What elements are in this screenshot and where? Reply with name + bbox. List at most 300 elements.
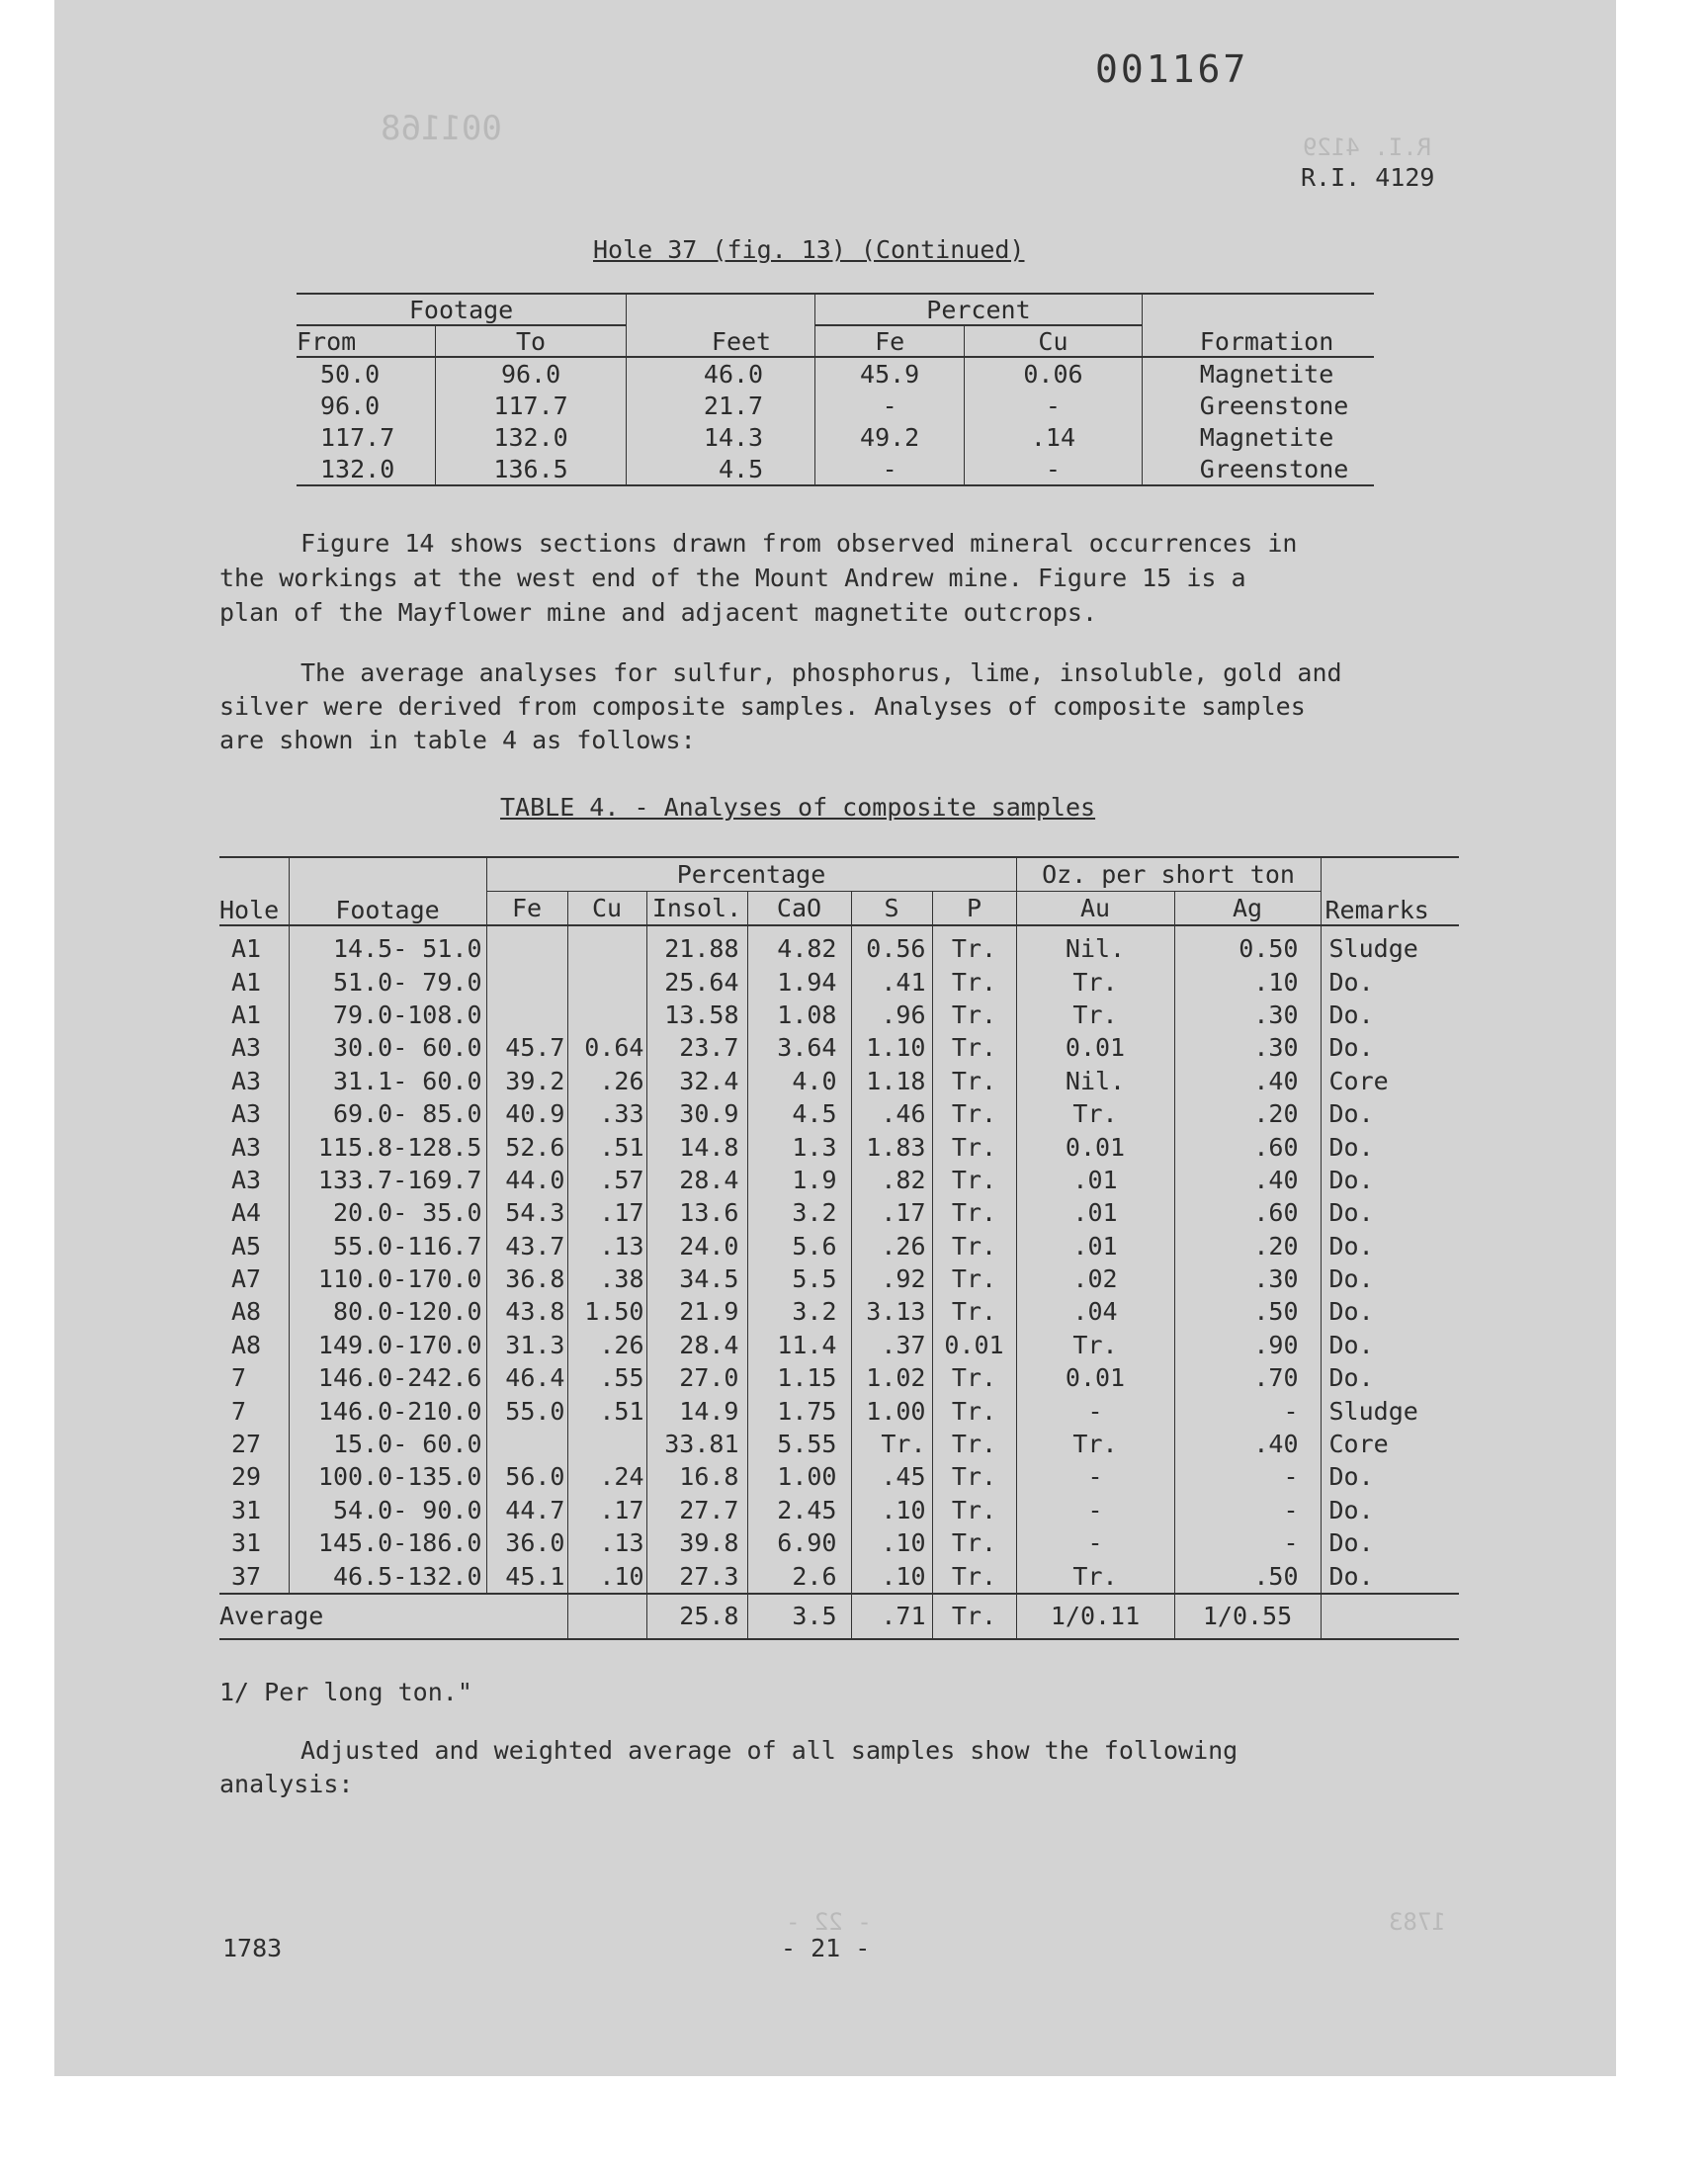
hole-to-cell: 132.0: [436, 421, 627, 453]
cao-cell: 1.75: [747, 1394, 851, 1427]
ghost-page-number: - 22 -: [786, 1908, 872, 1936]
analysis-table-row: [219, 1329, 1459, 1361]
paragraph-3-line: analysis:: [219, 1770, 354, 1798]
fe-cell: 44.0: [486, 1164, 567, 1196]
p-cell: Tr.: [932, 1065, 1016, 1097]
au-cell: 0.01: [1016, 1130, 1174, 1163]
insol-cell: 23.7: [646, 1031, 747, 1064]
hole-fe-cell: -: [815, 390, 965, 421]
paragraph-2: [219, 656, 1342, 757]
au-cell: Tr.: [1016, 1329, 1174, 1361]
fe-cell: 43.8: [486, 1295, 567, 1328]
s-cell: .92: [851, 1262, 932, 1295]
footage-cell: 110.0-170.0: [289, 1262, 486, 1295]
fe-header: Fe: [486, 892, 567, 926]
hole-table-row: [297, 357, 1374, 390]
p-cell: Tr.: [932, 1428, 1016, 1460]
hole-from-cell: 96.0: [297, 390, 436, 421]
cu-cell: 0.64: [567, 1031, 646, 1064]
hole-feet-cell: 21.7: [627, 390, 815, 421]
analysis-table-row: [219, 1230, 1459, 1262]
s-cell: 1.83: [851, 1130, 932, 1163]
hole-to-cell: 96.0: [436, 357, 627, 390]
footage-cell: 133.7-169.7: [289, 1164, 486, 1196]
table-4-title: TABLE 4. - Analyses of composite samples: [500, 793, 1096, 822]
analysis-table-row: [219, 1295, 1459, 1328]
paragraph-3-line: Adjusted and weighted average of all samples show the following: [300, 1736, 1238, 1765]
hole-from-cell: 50.0: [297, 357, 436, 390]
hole-cell: A7: [219, 1262, 289, 1295]
fe-cell: 52.6: [486, 1130, 567, 1163]
analysis-table-row: [219, 1559, 1459, 1593]
analysis-table-row: [219, 1262, 1459, 1295]
footage-cell: 146.0-242.6: [289, 1361, 486, 1394]
hole-from-cell: 132.0: [297, 453, 436, 485]
analysis-table-row: [219, 1130, 1459, 1163]
cao-cell: 1.08: [747, 999, 851, 1031]
average-fe: [486, 1594, 567, 1639]
cu-cell: .55: [567, 1361, 646, 1394]
remarks-cell: Do.: [1328, 1297, 1374, 1327]
ag-cell: .50: [1174, 1295, 1321, 1328]
fe-header: Fe: [815, 325, 965, 357]
remarks-cell: Do.: [1328, 1330, 1374, 1359]
remarks-cell: Core: [1328, 1430, 1389, 1459]
insol-cell: 27.7: [646, 1494, 747, 1526]
remarks-cell: Sludge: [1328, 1396, 1418, 1426]
cu-cell: .57: [567, 1164, 646, 1196]
remarks-cell: Do.: [1328, 967, 1374, 997]
fe-cell: 46.4: [486, 1361, 567, 1394]
hole-formation-cell: Greenstone: [1199, 391, 1349, 420]
insol-cell: 30.9: [646, 1097, 747, 1130]
average-p: Tr.: [932, 1594, 1016, 1639]
hole-cell: A4: [219, 1196, 289, 1229]
analysis-table-row: [219, 1065, 1459, 1097]
fe-cell: 44.7: [486, 1494, 567, 1526]
formation-header: Formation: [1199, 327, 1334, 356]
remarks-cell: Do.: [1328, 1000, 1374, 1029]
au-cell: Nil.: [1016, 925, 1174, 965]
hole-feet-cell: 14.3: [627, 421, 815, 453]
analysis-table-row: [219, 1097, 1459, 1130]
hole-to-cell: 117.7: [436, 390, 627, 421]
footage-cell: 69.0- 85.0: [289, 1097, 486, 1130]
ag-cell: .10: [1174, 965, 1321, 998]
analysis-table-row: [219, 1526, 1459, 1559]
au-cell: 0.01: [1016, 1031, 1174, 1064]
remarks-cell: Do.: [1328, 1528, 1374, 1558]
hole-cell: A3: [219, 1065, 289, 1097]
footage-cell: 20.0- 35.0: [289, 1196, 486, 1229]
paragraph-3: [219, 1734, 1238, 1801]
cu-cell: .24: [567, 1460, 646, 1493]
hole-cu-cell: 0.06: [965, 357, 1143, 390]
cao-cell: 5.5: [747, 1262, 851, 1295]
doc-number: 1783: [222, 1934, 283, 1962]
cu-cell: .38: [567, 1262, 646, 1295]
fe-cell: 39.2: [486, 1065, 567, 1097]
paragraph-1-line: the workings at the west end of the Mount Andrew mine. Figure 15 is a: [219, 564, 1246, 592]
footage-cell: 54.0- 90.0: [289, 1494, 486, 1526]
hole-fe-cell: 45.9: [815, 357, 965, 390]
hole-cell: 37: [219, 1559, 289, 1593]
remarks-cell: Core: [1328, 1066, 1389, 1095]
cao-cell: 2.6: [747, 1559, 851, 1593]
insol-cell: 25.64: [646, 965, 747, 998]
ag-cell: .30: [1174, 1031, 1321, 1064]
average-cao: 3.5: [747, 1594, 851, 1639]
p-cell: Tr.: [932, 1097, 1016, 1130]
percentage-group-header: Percentage: [486, 857, 1016, 892]
hole-cu-cell: -: [965, 390, 1143, 421]
au-cell: 0.01: [1016, 1361, 1174, 1394]
hole-cell: A3: [219, 1031, 289, 1064]
s-cell: Tr.: [851, 1428, 932, 1460]
remarks-cell: Do.: [1328, 1231, 1374, 1261]
insol-cell: 24.0: [646, 1230, 747, 1262]
hole-cell: 27: [219, 1428, 289, 1460]
cu-cell: .17: [567, 1494, 646, 1526]
analysis-table-row: [219, 1164, 1459, 1196]
s-cell: .45: [851, 1460, 932, 1493]
cu-header: Cu: [965, 325, 1143, 357]
analysis-table-row: [219, 1494, 1459, 1526]
cu-cell: .17: [567, 1196, 646, 1229]
ag-header: Ag: [1174, 892, 1321, 926]
footage-cell: 55.0-116.7: [289, 1230, 486, 1262]
s-cell: .10: [851, 1559, 932, 1593]
hole-cell: A1: [219, 925, 289, 965]
hole-table-row: [297, 390, 1374, 421]
hole-cell: A3: [219, 1097, 289, 1130]
ag-cell: -: [1174, 1494, 1321, 1526]
hole-cell: 31: [219, 1526, 289, 1559]
au-cell: -: [1016, 1494, 1174, 1526]
report-id: R.I. 4129: [1301, 163, 1435, 192]
cao-cell: 11.4: [747, 1329, 851, 1361]
p-cell: Tr.: [932, 999, 1016, 1031]
hole-fe-cell: -: [815, 453, 965, 485]
cu-cell: .26: [567, 1065, 646, 1097]
remarks-cell: Sludge: [1328, 934, 1418, 964]
hole-cell: A8: [219, 1329, 289, 1361]
insol-cell: 32.4: [646, 1065, 747, 1097]
remarks-cell: Do.: [1328, 1132, 1374, 1162]
cu-cell: [567, 999, 646, 1031]
au-cell: -: [1016, 1394, 1174, 1427]
cao-cell: 5.55: [747, 1428, 851, 1460]
cao-cell: 1.00: [747, 1460, 851, 1493]
fe-cell: 31.3: [486, 1329, 567, 1361]
hole-cell: A1: [219, 965, 289, 998]
p-cell: Tr.: [932, 1559, 1016, 1593]
au-cell: Tr.: [1016, 965, 1174, 998]
s-cell: .46: [851, 1097, 932, 1130]
cu-cell: [567, 1428, 646, 1460]
au-cell: .01: [1016, 1230, 1174, 1262]
hole-37-table: [297, 293, 1374, 486]
ag-cell: .50: [1174, 1559, 1321, 1593]
insol-cell: 27.0: [646, 1361, 747, 1394]
hole-cell: A8: [219, 1295, 289, 1328]
footage-cell: 115.8-128.5: [289, 1130, 486, 1163]
cao-cell: 3.2: [747, 1295, 851, 1328]
s-cell: .10: [851, 1526, 932, 1559]
au-cell: .02: [1016, 1262, 1174, 1295]
cao-cell: 4.82: [747, 925, 851, 965]
footage-cell: 100.0-135.0: [289, 1460, 486, 1493]
ag-cell: .30: [1174, 999, 1321, 1031]
analysis-table-row: [219, 1428, 1459, 1460]
feet-header: Feet: [627, 294, 815, 357]
footage-group-header: Footage: [297, 294, 627, 325]
p-cell: Tr.: [932, 965, 1016, 998]
hole-formation-cell: Magnetite: [1199, 359, 1334, 389]
average-s: .71: [851, 1594, 932, 1639]
insol-cell: 33.81: [646, 1428, 747, 1460]
p-cell: Tr.: [932, 1361, 1016, 1394]
s-cell: .96: [851, 999, 932, 1031]
hole-table-row: [297, 421, 1374, 453]
hole-table-row: [297, 453, 1374, 485]
analysis-table-body: [219, 925, 1459, 1594]
footnote: 1/ Per long ton.": [219, 1678, 472, 1706]
cu-cell: .33: [567, 1097, 646, 1130]
cu-cell: .10: [567, 1559, 646, 1593]
fe-cell: 36.0: [486, 1526, 567, 1559]
au-cell: .04: [1016, 1295, 1174, 1328]
p-cell: Tr.: [932, 1460, 1016, 1493]
hole-cell: 7: [219, 1361, 289, 1394]
paragraph-1: [219, 526, 1297, 630]
hole-cell: A1: [219, 999, 289, 1031]
s-cell: 0.56: [851, 925, 932, 965]
s-cell: .41: [851, 965, 932, 998]
s-cell: 1.02: [851, 1361, 932, 1394]
cu-cell: .51: [567, 1394, 646, 1427]
analysis-table-row: [219, 1196, 1459, 1229]
analysis-table-row: [219, 1031, 1459, 1064]
fe-cell: 54.3: [486, 1196, 567, 1229]
hole-cell: A3: [219, 1164, 289, 1196]
insol-cell: 39.8: [646, 1526, 747, 1559]
p-cell: Tr.: [932, 1031, 1016, 1064]
hole-cell: 31: [219, 1494, 289, 1526]
fe-cell: 36.8: [486, 1262, 567, 1295]
ag-cell: .20: [1174, 1230, 1321, 1262]
fe-cell: 43.7: [486, 1230, 567, 1262]
paragraph-2-line: are shown in table 4 as follows:: [219, 726, 696, 754]
analysis-table-row: [219, 1394, 1459, 1427]
remarks-cell: Do.: [1328, 1495, 1374, 1524]
analysis-table-row: [219, 965, 1459, 998]
hole-feet-cell: 46.0: [627, 357, 815, 390]
au-cell: Tr.: [1016, 999, 1174, 1031]
cu-cell: [567, 925, 646, 965]
footage-cell: 31.1- 60.0: [289, 1065, 486, 1097]
ag-cell: .60: [1174, 1196, 1321, 1229]
cu-cell: .26: [567, 1329, 646, 1361]
cu-cell: .13: [567, 1526, 646, 1559]
insol-cell: 14.9: [646, 1394, 747, 1427]
cao-header: CaO: [747, 892, 851, 926]
paragraph-1-line: Figure 14 shows sections drawn from observed mineral occurrences in: [300, 529, 1298, 558]
p-header: P: [932, 892, 1016, 926]
insol-cell: 28.4: [646, 1164, 747, 1196]
footage-cell: 79.0-108.0: [289, 999, 486, 1031]
s-cell: 3.13: [851, 1295, 932, 1328]
p-cell: Tr.: [932, 925, 1016, 965]
p-cell: Tr.: [932, 1164, 1016, 1196]
s-cell: 1.00: [851, 1394, 932, 1427]
remarks-cell: Do.: [1328, 1462, 1374, 1492]
s-cell: .37: [851, 1329, 932, 1361]
footage-header: Footage: [289, 857, 486, 925]
cao-cell: 3.2: [747, 1196, 851, 1229]
cao-cell: 1.3: [747, 1130, 851, 1163]
hole-formation-cell: Magnetite: [1199, 422, 1334, 452]
ghost-report-id: R.I. 4129: [1303, 133, 1432, 161]
average-remarks: [1321, 1594, 1459, 1639]
fe-cell: [486, 925, 567, 965]
hole-cu-cell: .14: [965, 421, 1143, 453]
au-cell: .01: [1016, 1196, 1174, 1229]
fe-cell: 40.9: [486, 1097, 567, 1130]
fe-cell: [486, 1428, 567, 1460]
analysis-table-row: [219, 1460, 1459, 1493]
ghost-stamp: 001168: [381, 109, 502, 148]
hole-table-body: [297, 357, 1374, 485]
remarks-cell: Do.: [1328, 1264, 1374, 1294]
analysis-table-row: [219, 999, 1459, 1031]
ag-cell: .40: [1174, 1065, 1321, 1097]
hole-table-group-header: [297, 294, 1374, 325]
insol-cell: 14.8: [646, 1130, 747, 1163]
insol-cell: 16.8: [646, 1460, 747, 1493]
ag-cell: 0.50: [1174, 925, 1321, 965]
fe-cell: 45.7: [486, 1031, 567, 1064]
average-label: Average: [219, 1602, 324, 1631]
ag-cell: -: [1174, 1460, 1321, 1493]
hole-fe-cell: 49.2: [815, 421, 965, 453]
cao-cell: 6.90: [747, 1526, 851, 1559]
insol-cell: 13.58: [646, 999, 747, 1031]
au-cell: .01: [1016, 1164, 1174, 1196]
ag-cell: .30: [1174, 1262, 1321, 1295]
ag-cell: -: [1174, 1394, 1321, 1427]
cao-cell: 1.9: [747, 1164, 851, 1196]
remarks-cell: Do.: [1328, 1561, 1374, 1591]
footage-cell: 30.0- 60.0: [289, 1031, 486, 1064]
ghost-doc-number: 1783: [1389, 1908, 1446, 1936]
au-cell: -: [1016, 1460, 1174, 1493]
cu-header: Cu: [567, 892, 646, 926]
footage-cell: 80.0-120.0: [289, 1295, 486, 1328]
s-cell: .10: [851, 1494, 932, 1526]
p-cell: Tr.: [932, 1295, 1016, 1328]
fe-cell: 55.0: [486, 1394, 567, 1427]
paragraph-1-line: plan of the Mayflower mine and adjacent magnetite outcrops.: [219, 598, 1098, 627]
hole-header: Hole: [219, 857, 289, 925]
au-cell: Tr.: [1016, 1097, 1174, 1130]
footage-cell: 146.0-210.0: [289, 1394, 486, 1427]
fe-cell: [486, 999, 567, 1031]
insol-cell: 27.3: [646, 1559, 747, 1593]
cao-cell: 5.6: [747, 1230, 851, 1262]
hole-feet-cell: 4.5: [627, 453, 815, 485]
hole-cell: A5: [219, 1230, 289, 1262]
cu-cell: 1.50: [567, 1295, 646, 1328]
p-cell: 0.01: [932, 1329, 1016, 1361]
s-cell: 1.18: [851, 1065, 932, 1097]
p-cell: Tr.: [932, 1230, 1016, 1262]
hole-cell: 7: [219, 1394, 289, 1427]
percent-group-header: Percent: [815, 294, 1143, 325]
p-cell: Tr.: [932, 1394, 1016, 1427]
s-cell: .17: [851, 1196, 932, 1229]
cao-cell: 4.0: [747, 1065, 851, 1097]
cao-cell: 4.5: [747, 1097, 851, 1130]
footage-cell: 149.0-170.0: [289, 1329, 486, 1361]
remarks-cell: Do.: [1328, 1165, 1374, 1194]
ag-cell: .70: [1174, 1361, 1321, 1394]
analysis-table-row: [219, 1361, 1459, 1394]
fe-cell: [486, 965, 567, 998]
remarks-header: Remarks: [1324, 896, 1429, 924]
remarks-cell: Do.: [1328, 1033, 1374, 1063]
remarks-cell: Do.: [1328, 1363, 1374, 1393]
average-ag: 1/0.55: [1174, 1594, 1321, 1639]
footage-cell: 46.5-132.0: [289, 1559, 486, 1593]
ag-cell: -: [1174, 1526, 1321, 1559]
footage-cell: 15.0- 60.0: [289, 1428, 486, 1460]
average-cu: [567, 1594, 646, 1639]
au-header: Au: [1016, 892, 1174, 926]
paragraph-2-line: silver were derived from composite samples. Analyses of composite samples: [219, 692, 1306, 721]
hole-to-cell: 136.5: [436, 453, 627, 485]
p-cell: Tr.: [932, 1262, 1016, 1295]
s-cell: .82: [851, 1164, 932, 1196]
au-cell: Tr.: [1016, 1559, 1174, 1593]
au-cell: -: [1016, 1526, 1174, 1559]
average-row: [219, 1594, 1459, 1639]
ag-cell: .60: [1174, 1130, 1321, 1163]
p-cell: Tr.: [932, 1196, 1016, 1229]
insol-header: Insol.: [646, 892, 747, 926]
cao-cell: 3.64: [747, 1031, 851, 1064]
remarks-cell: Do.: [1328, 1198, 1374, 1228]
hole-cell: A3: [219, 1130, 289, 1163]
remarks-cell: Do.: [1328, 1099, 1374, 1129]
average-au: 1/0.11: [1016, 1594, 1174, 1639]
s-header: S: [851, 892, 932, 926]
insol-cell: 28.4: [646, 1329, 747, 1361]
page-number: - 21 -: [781, 1934, 871, 1962]
hole-from-cell: 117.7: [297, 421, 436, 453]
ag-cell: .40: [1174, 1164, 1321, 1196]
s-cell: .26: [851, 1230, 932, 1262]
ag-cell: .90: [1174, 1329, 1321, 1361]
footage-cell: 14.5- 51.0: [289, 925, 486, 965]
ag-cell: .40: [1174, 1428, 1321, 1460]
ag-cell: .20: [1174, 1097, 1321, 1130]
footage-cell: 51.0- 79.0: [289, 965, 486, 998]
hole-cell: 29: [219, 1460, 289, 1493]
cao-cell: 1.94: [747, 965, 851, 998]
au-cell: Nil.: [1016, 1065, 1174, 1097]
au-cell: Tr.: [1016, 1428, 1174, 1460]
